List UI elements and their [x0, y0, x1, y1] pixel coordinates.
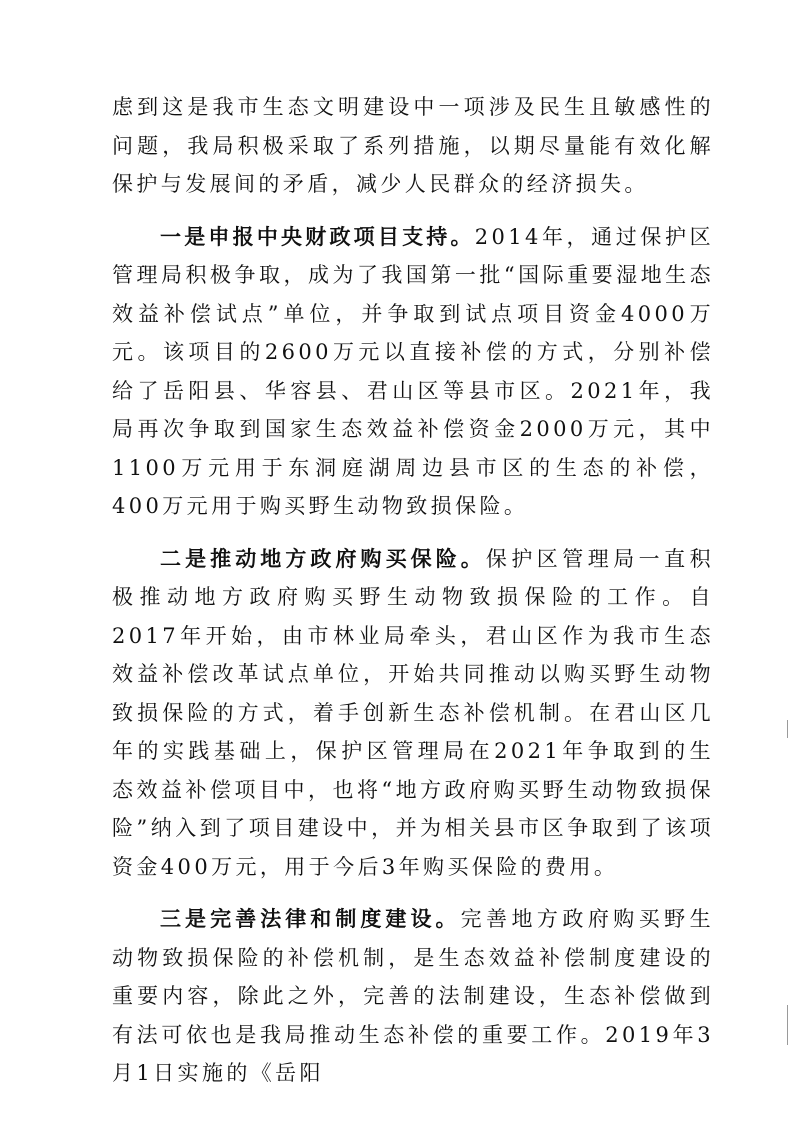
paragraph-local-insurance	[112, 540, 714, 887]
paragraph-legal-system	[112, 900, 714, 1093]
scan-artifact-mark	[787, 1005, 788, 1045]
paragraph-heading: 一是申报中央财政项目支持。	[160, 224, 475, 249]
paragraph-central-finance	[112, 218, 714, 526]
paragraph-text: 完善地方政府购买野生动物致损保险的补偿机制，是生态效益补偿制度建设的重要内容，除此之外，完善的法制建设，生态补偿做到有法可依也是我局推动生态补偿的重要工作。2019年3月1日实施的《岳阳	[112, 907, 715, 1085]
paragraph-text: 2014年，通过保护区管理局积极争取，成为了我国第一批“国际重要湿地生态效益补偿试点”单位，并争取到试点项目资金4000万元。该项目的2600万元以直接补偿的方式，分别补偿给了岳阳县、华容县、君山区等县市区。2021年，我局再次争取到国家生态效益补偿资金2000万元，其中1100万元用于东洞庭湖周边县市区的生态的补偿，400万元用于购买野生动物致损保险。	[112, 224, 715, 518]
paragraph-text: 保护区管理局一直积极推动地方政府购买野生动物致损保险的工作。自2017年开始，由市林业局牵头，君山区作为我市生态效益补偿改革试点单位，开始共同推动以购买野生动物致损保险的方式，着手创新生态补偿机制。在君山区几年的实践基础上，保护区管理局在2021年争取到的生态效益补偿项目中，也将“地方政府购买野生动物致损保险”纳入到了项目建设中，并为相关县市区争取到了该项资金400万元，用于今后3年购买保险的费用。	[112, 546, 715, 879]
paragraph-heading: 三是完善法律和制度建设。	[160, 907, 461, 931]
paragraph-text: 虑到这是我市生态文明建设中一项涉及民生且敏感性的问题，我局积极采取了系列措施，以期尽量能有效化解保护与发展间的矛盾，减少人民群众的经济损失。	[112, 95, 714, 196]
paragraph-heading: 二是推动地方政府购买保险。	[160, 546, 486, 571]
scan-artifact-mark	[787, 720, 788, 738]
paragraph-intro-continuation	[112, 88, 714, 204]
